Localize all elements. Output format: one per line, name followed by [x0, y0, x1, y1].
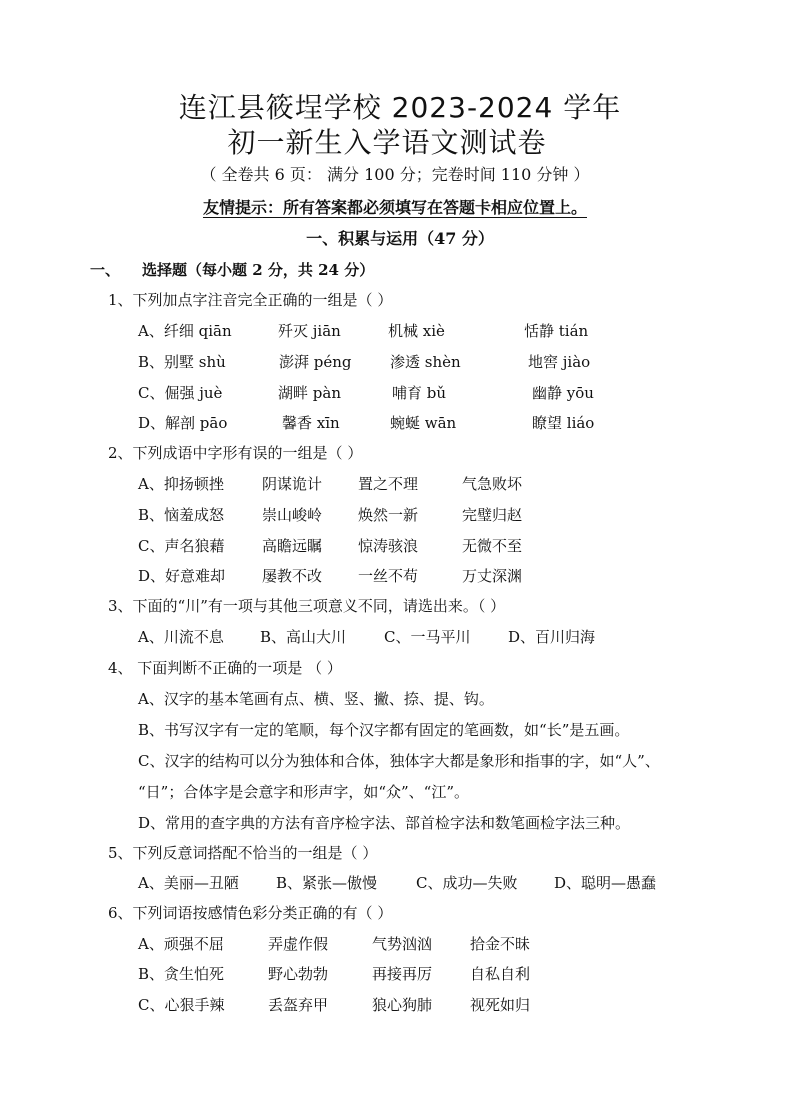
option-word: 阴谋诡计 — [262, 475, 323, 493]
option-word: B、别墅 shù — [138, 353, 226, 371]
option-word: 弄虚作假 — [268, 935, 329, 953]
option-word: 野心勃勃 — [268, 965, 329, 983]
option-word: 崇山峻岭 — [262, 506, 323, 524]
option-word: A、抑扬顿挫 — [138, 475, 224, 493]
option-word: A、顽强不屈 — [138, 935, 224, 953]
q4-stem: 4、 下面判断不正确的一项是 （ ） — [108, 659, 342, 677]
q2-stem: 2、下列成语中字形有误的一组是（ ） — [108, 444, 363, 462]
option-word: 机械 xiè — [388, 322, 445, 340]
option-word: A、川流不息 — [138, 628, 224, 646]
option-word: 馨香 xīn — [282, 414, 340, 432]
option-word: 澎湃 péng — [279, 353, 352, 371]
option-word: 歼灭 jiān — [278, 322, 341, 340]
option-word: 渗透 shèn — [390, 353, 461, 371]
option-word: 完璧归赵 — [462, 506, 523, 524]
option-word: 地窖 jiào — [528, 353, 591, 371]
option-word: D、好意难却 — [138, 567, 226, 585]
part-label: 选择题（每小题 2 分，共 24 分） — [142, 261, 375, 279]
option-word: C、一马平川 — [384, 628, 471, 646]
option-word: 蜿蜒 wān — [390, 414, 457, 432]
option-word: 幽静 yōu — [532, 384, 594, 402]
option-word: 视死如归 — [470, 996, 531, 1014]
option-word: 一丝不苟 — [358, 567, 419, 585]
option-word: 湖畔 pàn — [278, 384, 341, 402]
option-word: A、纤细 qiān — [138, 322, 232, 340]
option-word: B、贪生怕死 — [138, 965, 225, 983]
q1-stem: 1、下列加点字注音完全正确的一组是（ ） — [108, 291, 393, 309]
friendly-tip-text: 友情提示：所有答案都必须填写在答题卡相应位置上。 — [202, 198, 587, 217]
friendly-tip — [0, 197, 790, 219]
q4-option-c-line1: C、汉字的结构可以分为独体和合体，独体字大都是象形和指事的字，如“人”、 — [138, 752, 660, 770]
q6-stem: 6、下列词语按感情色彩分类正确的有（ ） — [108, 904, 393, 922]
q5-stem: 5、下列反意词搭配不恰当的一组是（ ） — [108, 844, 378, 862]
q4-option-a: A、汉字的基本笔画有点、横、竖、撇、捺、提、钩。 — [138, 690, 494, 708]
part-number: 一、 — [90, 261, 121, 279]
part-heading — [90, 259, 374, 281]
option-word: 无微不至 — [462, 537, 523, 555]
option-word: D、解剖 pāo — [138, 414, 228, 432]
exam-title-line1: 连江县筱埕学校 2023-2024 学年 — [178, 91, 622, 124]
option-word: D、百川归海 — [508, 628, 596, 646]
option-word: 再接再厉 — [372, 965, 433, 983]
option-word: C、倔强 juè — [138, 384, 223, 402]
exam-title-line2: 初一新生入学语文测试卷 — [227, 126, 547, 159]
option-word: D、聪明—愚蠢 — [554, 874, 657, 892]
option-word: C、成功—失败 — [416, 874, 518, 892]
option-word: 惊涛骇浪 — [358, 537, 419, 555]
option-word: A、美丽—丑陋 — [138, 874, 239, 892]
option-word: 狼心狗肺 — [372, 996, 433, 1014]
option-word: C、声名狼藉 — [138, 537, 225, 555]
option-word: 瞭望 liáo — [532, 414, 595, 432]
option-word: B、高山大川 — [260, 628, 347, 646]
option-word: C、心狠手辣 — [138, 996, 225, 1014]
option-word: 屡教不改 — [262, 567, 323, 585]
option-word: 万丈深渊 — [462, 567, 523, 585]
option-word: 哺育 bǔ — [392, 384, 447, 402]
exam-info: （ 全卷共 6 页： 满分 100 分；完卷时间 110 分钟 ） — [200, 165, 590, 184]
option-word: 恬静 tián — [524, 322, 589, 340]
option-word: 气急败坏 — [462, 475, 523, 493]
q4-option-d: D、常用的查字典的方法有音序检字法、部首检字法和数笔画检字法三种。 — [138, 814, 631, 832]
q4-option-c-line2: “日”；合体字是会意字和形声字，如“众”、“江”。 — [138, 783, 470, 801]
option-word: 拾金不昧 — [470, 935, 531, 953]
q4-option-b: B、书写汉字有一定的笔顺，每个汉字都有固定的笔画数，如“长”是五画。 — [138, 721, 630, 739]
option-word: 焕然一新 — [358, 506, 419, 524]
option-word: 气势汹汹 — [372, 935, 433, 953]
option-word: B、恼羞成怒 — [138, 506, 225, 524]
option-word: 丢盔弃甲 — [268, 996, 329, 1014]
section-heading: 一、积累与运用（47 分） — [306, 229, 494, 248]
option-word: B、紧张—傲慢 — [276, 874, 378, 892]
option-word: 高瞻远瞩 — [262, 537, 323, 555]
option-word: 自私自利 — [470, 965, 531, 983]
option-word: 置之不理 — [358, 475, 419, 493]
q3-stem: 3、下面的“川”有一项与其他三项意义不同，请选出来。（ ） — [108, 597, 506, 615]
